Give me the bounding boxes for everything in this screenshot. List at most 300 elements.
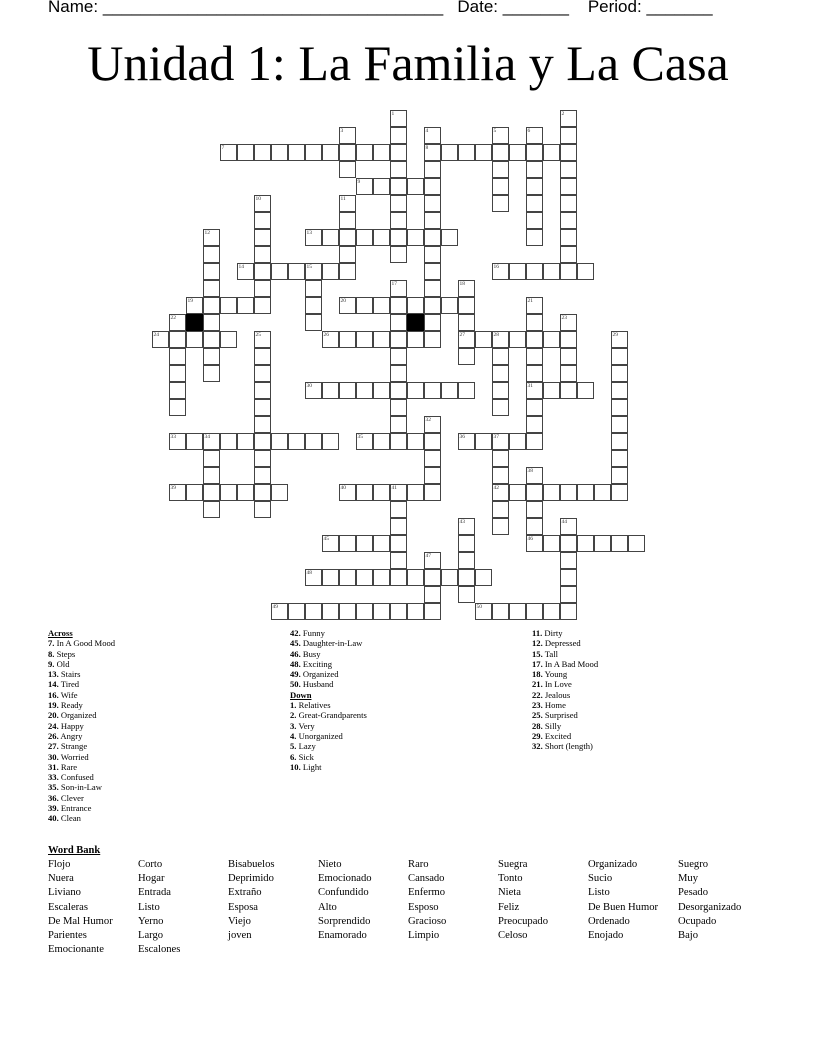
crossword-cell[interactable] (424, 178, 441, 195)
crossword-cell[interactable] (322, 263, 339, 280)
crossword-cell[interactable] (441, 297, 458, 314)
crossword-cell[interactable] (475, 603, 492, 620)
crossword-cell[interactable] (424, 127, 441, 144)
crossword-cell[interactable] (271, 484, 288, 501)
crossword-cell[interactable] (254, 399, 271, 416)
crossword-cell[interactable] (305, 382, 322, 399)
crossword-cell[interactable] (203, 331, 220, 348)
crossword-cell[interactable] (526, 365, 543, 382)
crossword-cell[interactable] (560, 535, 577, 552)
crossword-cell[interactable] (220, 484, 237, 501)
name-blank[interactable]: ____________________________________ (102, 0, 444, 16)
crossword-cell[interactable] (322, 569, 339, 586)
crossword-cell[interactable] (390, 348, 407, 365)
crossword-cell[interactable] (509, 433, 526, 450)
clue-item-number: 29. (532, 730, 543, 741)
crossword-cell[interactable] (169, 365, 186, 382)
crossword-cell[interactable] (492, 603, 509, 620)
crossword-cell[interactable] (492, 178, 509, 195)
crossword-cell[interactable] (526, 518, 543, 535)
date-blank[interactable]: _______ (502, 0, 569, 16)
crossword-cell[interactable] (305, 314, 322, 331)
crossword-cell[interactable] (560, 484, 577, 501)
crossword-cell[interactable] (424, 416, 441, 433)
crossword-cell[interactable] (492, 518, 509, 535)
crossword-cell[interactable] (543, 263, 560, 280)
crossword-cell[interactable] (458, 314, 475, 331)
crossword-cell[interactable] (407, 229, 424, 246)
crossword-cell[interactable] (492, 501, 509, 518)
crossword-cell[interactable] (424, 263, 441, 280)
crossword-cell[interactable] (560, 161, 577, 178)
crossword-cell[interactable] (356, 603, 373, 620)
crossword-cell[interactable] (458, 331, 475, 348)
crossword-cell[interactable] (543, 535, 560, 552)
crossword-cell[interactable] (560, 110, 577, 127)
crossword-cell[interactable] (424, 314, 441, 331)
crossword-cell[interactable] (305, 229, 322, 246)
crossword-cell[interactable] (305, 280, 322, 297)
crossword-cell[interactable] (339, 212, 356, 229)
crossword-cell[interactable] (169, 314, 186, 331)
crossword-cell[interactable] (390, 433, 407, 450)
crossword-cell[interactable] (220, 331, 237, 348)
crossword-cell[interactable] (458, 535, 475, 552)
crossword-cell[interactable] (322, 433, 339, 450)
crossword-cell[interactable] (407, 433, 424, 450)
crossword-cell[interactable] (254, 467, 271, 484)
crossword-cell[interactable] (390, 314, 407, 331)
crossword-cell[interactable] (509, 484, 526, 501)
crossword-cell[interactable] (186, 433, 203, 450)
crossword-cell[interactable] (424, 382, 441, 399)
crossword-cell[interactable] (560, 127, 577, 144)
crossword-cell[interactable] (475, 433, 492, 450)
crossword-cell[interactable] (186, 484, 203, 501)
crossword-cell[interactable] (560, 331, 577, 348)
crossword-cell[interactable] (390, 535, 407, 552)
crossword-cell[interactable] (424, 212, 441, 229)
crossword-cell[interactable] (339, 382, 356, 399)
crossword-cell[interactable] (356, 382, 373, 399)
crossword-cell[interactable] (356, 178, 373, 195)
crossword-cell[interactable] (271, 263, 288, 280)
crossword-cell[interactable] (424, 603, 441, 620)
crossword-cell[interactable] (390, 280, 407, 297)
crossword-cell[interactable] (458, 297, 475, 314)
crossword-cell[interactable] (407, 382, 424, 399)
crossword-cell[interactable] (356, 433, 373, 450)
crossword-cell[interactable] (577, 484, 594, 501)
crossword-cell[interactable] (543, 484, 560, 501)
crossword-cell[interactable] (305, 433, 322, 450)
crossword-cell[interactable] (169, 484, 186, 501)
crossword-cell[interactable] (424, 195, 441, 212)
crossword-cell[interactable] (305, 603, 322, 620)
crossword-cell[interactable] (220, 297, 237, 314)
crossword-cell[interactable] (424, 569, 441, 586)
crossword-cell[interactable] (203, 229, 220, 246)
crossword-cell[interactable] (254, 195, 271, 212)
crossword-cell[interactable] (339, 297, 356, 314)
crossword-cell[interactable] (169, 331, 186, 348)
crossword-cell[interactable] (492, 365, 509, 382)
crossword-cell[interactable] (254, 382, 271, 399)
crossword-cell[interactable] (424, 586, 441, 603)
crossword-cell[interactable] (526, 433, 543, 450)
crossword-cell[interactable] (373, 331, 390, 348)
crossword-cell[interactable] (254, 229, 271, 246)
crossword-cell[interactable] (339, 535, 356, 552)
crossword-cell[interactable] (475, 569, 492, 586)
crossword-cell[interactable] (628, 535, 645, 552)
crossword-cell[interactable] (424, 229, 441, 246)
crossword-cell[interactable] (356, 297, 373, 314)
crossword-cell[interactable] (254, 280, 271, 297)
crossword-cell[interactable] (611, 365, 628, 382)
crossword-cell[interactable] (356, 535, 373, 552)
crossword-cell[interactable] (339, 569, 356, 586)
crossword-cell[interactable] (237, 297, 254, 314)
crossword-cell[interactable] (526, 195, 543, 212)
crossword-cell[interactable] (407, 484, 424, 501)
crossword-cell[interactable] (560, 195, 577, 212)
crossword-cell[interactable] (526, 348, 543, 365)
crossword-cell[interactable] (577, 263, 594, 280)
crossword-cell[interactable] (220, 433, 237, 450)
crossword-cell[interactable] (611, 348, 628, 365)
crossword-cell[interactable] (560, 603, 577, 620)
crossword-cell[interactable] (594, 535, 611, 552)
crossword-cell[interactable] (560, 263, 577, 280)
crossword-cell[interactable] (492, 331, 509, 348)
crossword-cell[interactable] (492, 399, 509, 416)
crossword-cell[interactable] (237, 144, 254, 161)
crossword-cell[interactable] (203, 263, 220, 280)
crossword-cell[interactable] (560, 569, 577, 586)
crossword-cell[interactable] (611, 416, 628, 433)
crossword-cell[interactable] (322, 535, 339, 552)
crossword-cell[interactable] (339, 161, 356, 178)
crossword-cell[interactable] (543, 603, 560, 620)
crossword-cell[interactable] (492, 263, 509, 280)
crossword-cell[interactable] (288, 263, 305, 280)
crossword-cell[interactable] (441, 229, 458, 246)
crossword-cell[interactable] (560, 229, 577, 246)
crossword-cell[interactable] (560, 586, 577, 603)
crossword-cell[interactable] (254, 484, 271, 501)
crossword-cell[interactable] (339, 229, 356, 246)
crossword-cell[interactable] (305, 297, 322, 314)
period-blank[interactable]: _______ (646, 0, 713, 16)
crossword-cell[interactable] (560, 212, 577, 229)
crossword-cell[interactable] (526, 161, 543, 178)
crossword-cell[interactable] (271, 603, 288, 620)
crossword-cell[interactable] (390, 484, 407, 501)
crossword-cell[interactable] (373, 382, 390, 399)
crossword-cell[interactable] (203, 433, 220, 450)
crossword-cell[interactable] (339, 144, 356, 161)
crossword-cell[interactable] (458, 569, 475, 586)
crossword-cell[interactable] (373, 178, 390, 195)
crossword-cell[interactable] (526, 178, 543, 195)
crossword-cell[interactable] (611, 484, 628, 501)
crossword-cell[interactable] (611, 382, 628, 399)
crossword-cell[interactable] (407, 331, 424, 348)
crossword-cell[interactable] (390, 382, 407, 399)
crossword-cell[interactable] (407, 178, 424, 195)
crossword-cell[interactable] (237, 433, 254, 450)
crossword-cell[interactable] (611, 450, 628, 467)
crossword-cell[interactable] (458, 433, 475, 450)
crossword-cell[interactable] (390, 246, 407, 263)
crossword-cell[interactable] (390, 229, 407, 246)
crossword-cell[interactable] (339, 263, 356, 280)
crossword-cell[interactable] (203, 314, 220, 331)
crossword-cell[interactable] (339, 127, 356, 144)
crossword-cell[interactable] (526, 212, 543, 229)
crossword-cell[interactable] (373, 144, 390, 161)
crossword-cell[interactable] (611, 467, 628, 484)
crossword-cell[interactable] (543, 382, 560, 399)
crossword-cell[interactable] (169, 382, 186, 399)
crossword-cell[interactable] (424, 467, 441, 484)
crossword-cell[interactable] (577, 535, 594, 552)
crossword-cell[interactable] (492, 433, 509, 450)
crossword-cell[interactable] (475, 144, 492, 161)
crossword-cell[interactable] (390, 195, 407, 212)
crossword-cell[interactable] (390, 212, 407, 229)
crossword-cell[interactable] (390, 518, 407, 535)
crossword-cell[interactable] (254, 246, 271, 263)
crossword-cell[interactable] (509, 603, 526, 620)
crossword-cell[interactable] (322, 331, 339, 348)
crossword-cell[interactable] (203, 246, 220, 263)
crossword-cell[interactable] (560, 314, 577, 331)
crossword-cell[interactable] (458, 280, 475, 297)
crossword-cell[interactable] (373, 484, 390, 501)
crossword-cell[interactable] (526, 263, 543, 280)
crossword-cell[interactable] (288, 603, 305, 620)
crossword-cell[interactable] (509, 144, 526, 161)
crossword-cell[interactable] (543, 144, 560, 161)
crossword-cell[interactable] (288, 433, 305, 450)
crossword-cell[interactable] (560, 178, 577, 195)
crossword-cell[interactable] (203, 297, 220, 314)
crossword-cell[interactable] (186, 331, 203, 348)
crossword-cell[interactable] (577, 382, 594, 399)
crossword-cell[interactable] (203, 280, 220, 297)
crossword-cell[interactable] (203, 348, 220, 365)
crossword-cell[interactable] (407, 297, 424, 314)
crossword-cell[interactable] (356, 331, 373, 348)
crossword-cell[interactable] (203, 501, 220, 518)
crossword-cell[interactable] (339, 246, 356, 263)
crossword-cell[interactable] (322, 144, 339, 161)
crossword-cell[interactable] (526, 416, 543, 433)
crossword-cell[interactable] (254, 144, 271, 161)
crossword-cell[interactable] (203, 467, 220, 484)
crossword-cell[interactable] (492, 127, 509, 144)
crossword-cell[interactable] (458, 144, 475, 161)
crossword-cell[interactable] (339, 195, 356, 212)
crossword-cell[interactable] (322, 603, 339, 620)
crossword-cell[interactable] (424, 246, 441, 263)
crossword-cell[interactable] (390, 297, 407, 314)
crossword-cell[interactable] (458, 552, 475, 569)
crossword-cell[interactable] (560, 552, 577, 569)
crossword-cell[interactable] (526, 297, 543, 314)
crossword-cell[interactable] (339, 484, 356, 501)
crossword-cell[interactable] (373, 535, 390, 552)
crossword-cell[interactable] (526, 382, 543, 399)
crossword-cell[interactable] (322, 229, 339, 246)
crossword-cell[interactable] (288, 144, 305, 161)
crossword-cell[interactable] (424, 280, 441, 297)
crossword-cell[interactable] (254, 331, 271, 348)
crossword-cell[interactable] (441, 569, 458, 586)
crossword-cell[interactable] (424, 484, 441, 501)
crossword-cell[interactable] (492, 144, 509, 161)
crossword-cell[interactable] (611, 331, 628, 348)
crossword-cell[interactable] (254, 263, 271, 280)
crossword-cell[interactable] (424, 297, 441, 314)
crossword-cell[interactable] (203, 365, 220, 382)
crossword-cell[interactable] (492, 348, 509, 365)
crossword-cell[interactable] (390, 144, 407, 161)
crossword-cell[interactable] (424, 161, 441, 178)
crossword-cell[interactable] (492, 467, 509, 484)
crossword-cell[interactable] (458, 586, 475, 603)
crossword-cell[interactable] (390, 110, 407, 127)
crossword-cell[interactable] (407, 603, 424, 620)
crossword-cell[interactable] (526, 535, 543, 552)
crossword-cell[interactable] (492, 382, 509, 399)
crossword-cell[interactable] (526, 603, 543, 620)
crossword-cell[interactable] (390, 331, 407, 348)
crossword-cell[interactable] (339, 331, 356, 348)
crossword-cell[interactable] (237, 263, 254, 280)
crossword-cell[interactable] (560, 518, 577, 535)
crossword-cell[interactable] (373, 603, 390, 620)
crossword-cell[interactable] (543, 331, 560, 348)
crossword-cell[interactable] (560, 246, 577, 263)
crossword-cell[interactable] (560, 144, 577, 161)
crossword-cell[interactable] (424, 450, 441, 467)
crossword-cell[interactable] (424, 331, 441, 348)
crossword-cell[interactable] (169, 348, 186, 365)
crossword-cell[interactable] (526, 127, 543, 144)
crossword-cell[interactable] (458, 382, 475, 399)
crossword-cell[interactable] (492, 195, 509, 212)
crossword-cell[interactable] (475, 331, 492, 348)
crossword-cell[interactable] (271, 144, 288, 161)
crossword-cell[interactable] (407, 569, 424, 586)
crossword-cell[interactable] (373, 229, 390, 246)
crossword-cell[interactable] (254, 501, 271, 518)
crossword-cell[interactable] (526, 144, 543, 161)
crossword-cell[interactable] (186, 297, 203, 314)
crossword-cell[interactable] (271, 433, 288, 450)
crossword-cell[interactable] (509, 263, 526, 280)
crossword-cell[interactable] (254, 348, 271, 365)
crossword-cell[interactable] (390, 178, 407, 195)
crossword-cell[interactable] (390, 501, 407, 518)
crossword-cell[interactable] (237, 484, 254, 501)
crossword-cell[interactable] (254, 365, 271, 382)
crossword-cell[interactable] (169, 399, 186, 416)
crossword-cell[interactable] (526, 467, 543, 484)
crossword-cell[interactable] (373, 433, 390, 450)
crossword-cell[interactable] (526, 314, 543, 331)
crossword-cell[interactable] (254, 297, 271, 314)
crossword-cell[interactable] (611, 399, 628, 416)
crossword-cell[interactable] (594, 484, 611, 501)
crossword-cell[interactable] (254, 433, 271, 450)
crossword-cell[interactable] (305, 263, 322, 280)
crossword-cell[interactable] (611, 535, 628, 552)
crossword-cell[interactable] (373, 297, 390, 314)
crossword-cell[interactable] (492, 484, 509, 501)
crossword-cell[interactable] (356, 144, 373, 161)
crossword-cell[interactable] (203, 450, 220, 467)
crossword-cell[interactable] (424, 552, 441, 569)
crossword-cell[interactable] (339, 603, 356, 620)
crossword-cell[interactable] (322, 382, 339, 399)
crossword-cell[interactable] (390, 127, 407, 144)
crossword-cell[interactable] (526, 229, 543, 246)
crossword-cell[interactable] (390, 569, 407, 586)
crossword-cell[interactable] (254, 212, 271, 229)
crossword-cell[interactable] (560, 382, 577, 399)
crossword-cell[interactable] (492, 450, 509, 467)
crossword-cell[interactable] (526, 501, 543, 518)
crossword-cell[interactable] (560, 365, 577, 382)
crossword-cell[interactable] (390, 552, 407, 569)
crossword-cell[interactable] (254, 416, 271, 433)
crossword-cell[interactable] (560, 348, 577, 365)
crossword-cell[interactable] (441, 382, 458, 399)
crossword-cell[interactable] (509, 331, 526, 348)
crossword-cell[interactable] (424, 433, 441, 450)
crossword-cell[interactable] (390, 399, 407, 416)
crossword-cell[interactable] (390, 416, 407, 433)
crossword-cell[interactable] (220, 144, 237, 161)
crossword-cell[interactable] (611, 433, 628, 450)
crossword-cell[interactable] (356, 569, 373, 586)
crossword-cell[interactable] (169, 433, 186, 450)
crossword-cell[interactable] (373, 569, 390, 586)
crossword-cell[interactable] (458, 518, 475, 535)
crossword-cell[interactable] (390, 365, 407, 382)
crossword-cell[interactable] (526, 331, 543, 348)
crossword-cell[interactable] (526, 399, 543, 416)
crossword-cell[interactable] (424, 144, 441, 161)
crossword-cell[interactable] (203, 484, 220, 501)
crossword-cell[interactable] (390, 161, 407, 178)
crossword-cell[interactable] (441, 144, 458, 161)
crossword-cell[interactable] (254, 450, 271, 467)
crossword-cell[interactable] (305, 569, 322, 586)
crossword-cell[interactable] (492, 161, 509, 178)
crossword-cell[interactable] (305, 144, 322, 161)
crossword-cell[interactable] (356, 229, 373, 246)
crossword-cell[interactable] (526, 484, 543, 501)
crossword-cell[interactable] (152, 331, 169, 348)
crossword-cell[interactable] (390, 603, 407, 620)
crossword-cell[interactable] (458, 348, 475, 365)
crossword-cell[interactable] (356, 484, 373, 501)
